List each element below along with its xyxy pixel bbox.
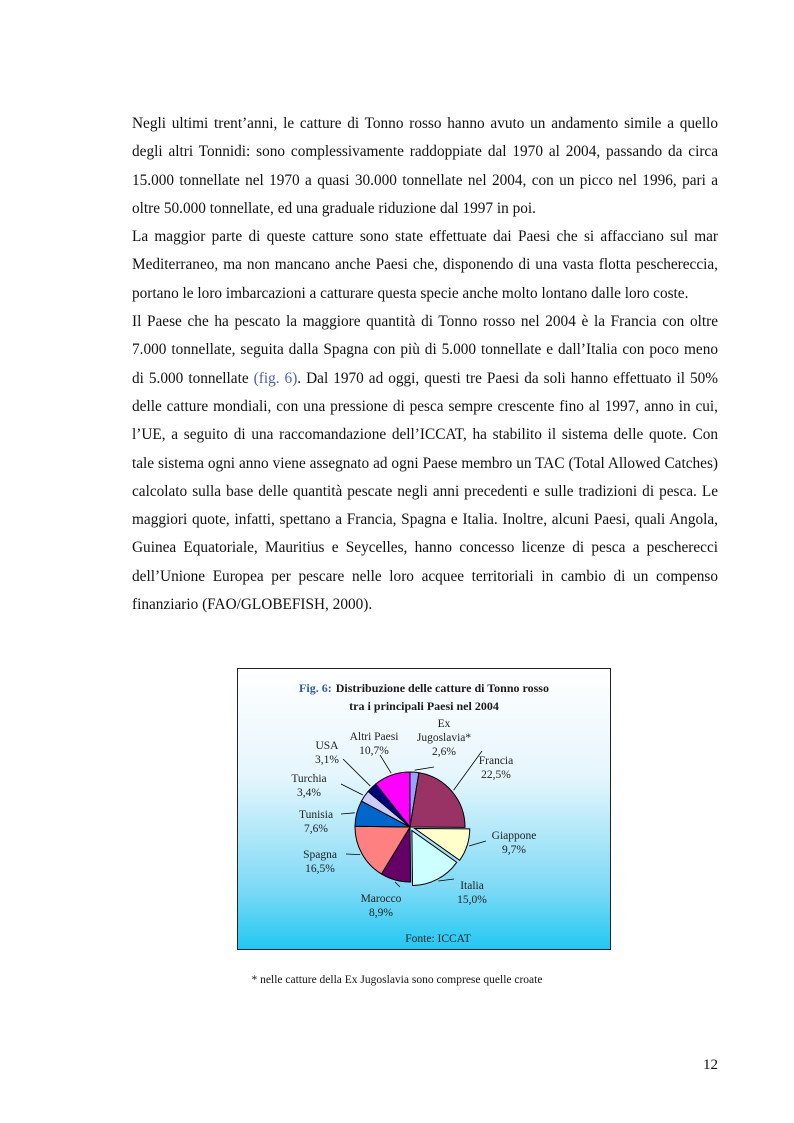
- leader-line: [469, 841, 486, 846]
- leader-line: [343, 759, 370, 786]
- leader-line: [454, 751, 482, 790]
- pie-label: [492, 830, 537, 856]
- pie-label: [479, 755, 513, 781]
- pie-label: [315, 740, 339, 766]
- pie-label-name: Francia: [478, 755, 514, 767]
- pie-label-name: Giappone: [491, 830, 537, 842]
- pie-label: [303, 849, 337, 875]
- chart-title-text: Distribuzione delle catture di Tonno rosso: [335, 681, 549, 695]
- pie-label-name: Spagna: [303, 849, 337, 861]
- figure-6-frame: [237, 668, 611, 950]
- paragraph-3-text-before: Il Paese che ha pescato la maggiore quantità di Tonno rosso nel 2004 è la Francia con oltre 7.000 tonnellate, seguita dalla Spagna con più di 5.000 tonnellate e dall’Italia con poco meno di 5.000 tonnellate: [132, 313, 718, 387]
- pie-label-value: 9,7%: [502, 844, 526, 856]
- leader-line: [346, 854, 360, 855]
- pie-slice-francia: [410, 773, 465, 828]
- pie-label-value: 8,9%: [369, 907, 393, 919]
- pie-label-value: 16,5%: [305, 863, 335, 875]
- paragraph-2: La maggior parte di queste catture sono state effettuate dai Paesi che si affacciano sul mar Mediterraneo, ma non mancano anche Paesi che, disponendo di una vasta flotta peschereccia, portano le loro imbarcazioni a catturare questa specie anche molto lontano dalle loro coste.: [132, 228, 718, 302]
- pie-label: [361, 893, 402, 919]
- pie-label-value: 15,0%: [457, 894, 487, 906]
- pie-label: [350, 731, 399, 757]
- leader-line: [380, 755, 391, 773]
- figure-reference-link[interactable]: (fig. 6): [253, 369, 298, 387]
- chart-title-line2: tra i principali Paesi nel 2004: [349, 699, 499, 713]
- paragraph-3-text-after: . Dal 1970 ad oggi, questi tre Paesi da soli hanno effettuato il 50% delle catture mondiali, con una pressione di pesca sempre crescente fino al 1997, anno in cui, l’UE, a seguito di una raccomandazione dell’ICCAT, ha stabilito il sistema delle quote. Con tale sistema ogni anno viene assegnato ad ogni Paese membro un TAC (Total Allowed Catches) calcolato sulla base delle quantità pescate negli anni precedenti e sulle tradizioni di pesca. Le maggiori quote, infatti, spettano a Francia, Spagna e Italia. Inoltre, alcuni Paesi, quali Angola, Guinea Equatoriale, Mauritius e Seycelles, hanno concesso licenze di pesca a pescherecci dell’Unione Europea per pescare nelle loro acquee territoriali in cambio di un compenso finanziario (FAO/GLOBEFISH, 2000).: [132, 369, 718, 614]
- pie-label-value: 3,1%: [315, 754, 339, 766]
- pie-label: [299, 809, 333, 835]
- pie-label-value: 7,6%: [304, 823, 328, 835]
- pie-label-name: Italia: [460, 880, 484, 892]
- pie-label-name: Marocco: [360, 893, 402, 905]
- pie-label-value: 2,6%: [432, 746, 456, 758]
- leader-line: [341, 813, 355, 814]
- pie-chart: [238, 669, 610, 949]
- leader-line: [341, 784, 363, 795]
- pie-label-value: 10,7%: [359, 745, 389, 757]
- leader-line: [395, 882, 400, 887]
- page-number: 12: [703, 1057, 718, 1073]
- pie-label: [417, 718, 472, 758]
- leader-line: [438, 879, 454, 881]
- pie-label-value: 22,5%: [481, 769, 511, 781]
- body-text: [132, 110, 718, 619]
- pie-label-name: Tunisia: [298, 809, 334, 821]
- chart-title-line1: [299, 681, 549, 695]
- figure-footnote: * nelle catture della Ex Jugoslavia sono comprese quelle croate: [251, 974, 543, 986]
- paragraph-1: Negli ultimi trent’anni, le catture di Tonno rosso hanno avuto un andamento simile a quello degli altri Tonnidi: sono complessivamente raddoppiate dal 1970 al 2004, passando da circa 15.000 tonnellate nel 1970 a quasi 30.000 tonnellate nel 2004, con un picco nel 1996, pari a oltre 50.000 tonnellate, ed una graduale riduzione dal 1997 in poi.: [132, 115, 718, 217]
- paragraph-3: [132, 308, 718, 619]
- chart-source: Fonte: ICCAT: [405, 933, 471, 945]
- pie-label-value: 3,4%: [297, 787, 321, 799]
- pie-label-name: Turchia: [291, 773, 327, 785]
- pie-label-name: Jugoslavia*: [416, 732, 472, 744]
- chart-title-prefix: Fig. 6:: [299, 681, 332, 695]
- pie-slices: [355, 772, 470, 886]
- pie-label-name: USA: [315, 740, 339, 752]
- pie-label-name: Altri Paesi: [349, 731, 399, 743]
- pie-label: [291, 773, 326, 799]
- pie-label: [457, 880, 487, 906]
- pie-label-name: Ex: [437, 718, 451, 730]
- leader-line: [415, 767, 434, 770]
